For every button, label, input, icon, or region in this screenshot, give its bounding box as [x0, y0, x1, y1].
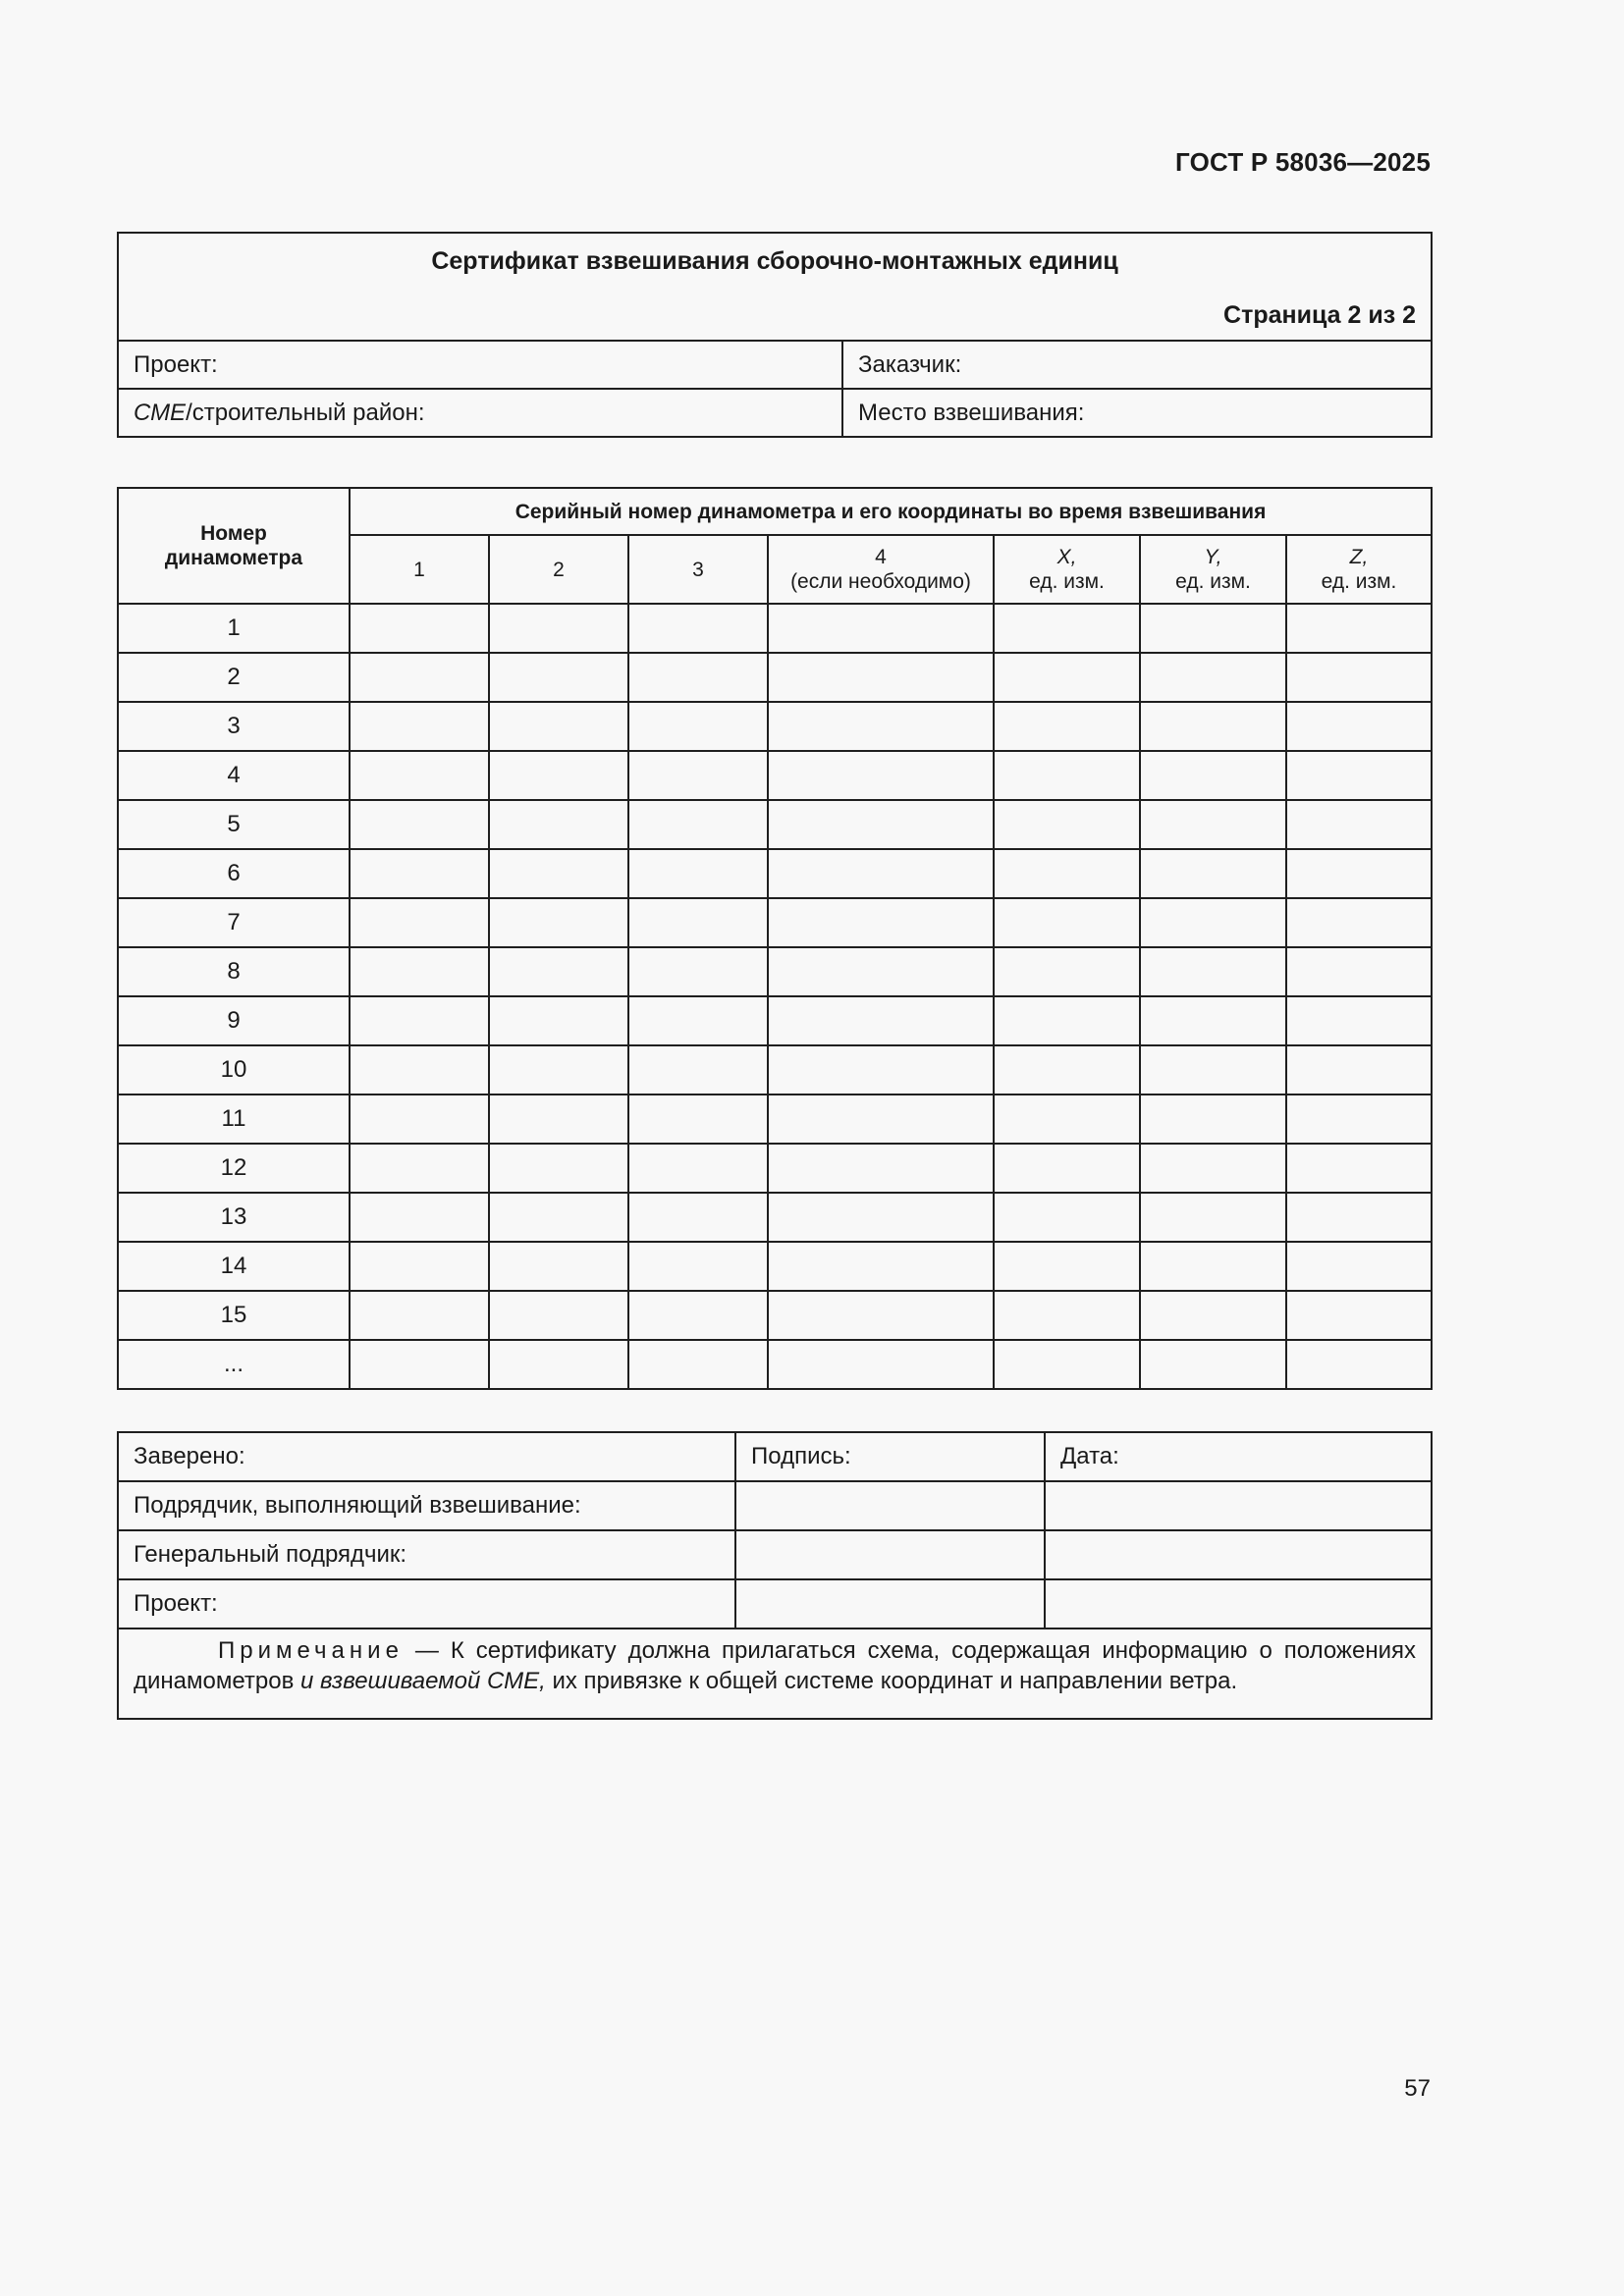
row-number: ...	[118, 1340, 350, 1389]
sub-header-line2: ед. изм.	[1029, 570, 1105, 593]
empty-cell	[628, 1340, 768, 1389]
empty-cell	[1286, 1340, 1432, 1389]
empty-cell	[489, 1144, 628, 1193]
empty-cell	[994, 1144, 1140, 1193]
empty-cell	[350, 898, 489, 947]
sub-header-col-3	[628, 535, 768, 604]
sub-header-line2: (если необходимо)	[790, 570, 971, 593]
sme-district-field	[118, 389, 842, 437]
empty-cell	[1286, 751, 1432, 800]
empty-cell	[489, 947, 628, 996]
empty-cell	[1286, 1291, 1432, 1340]
certificate-header-table	[117, 232, 1433, 438]
table-row	[118, 996, 1432, 1045]
sub-header-line1: X,	[1056, 546, 1077, 568]
table-row	[118, 849, 1432, 898]
empty-cell	[994, 947, 1140, 996]
empty-cell	[489, 800, 628, 849]
empty-cell	[1140, 1193, 1286, 1242]
note-cell	[118, 1629, 1432, 1719]
page-number: 57	[1404, 2075, 1431, 2102]
empty-cell	[994, 604, 1140, 653]
row-number: 2	[118, 653, 350, 702]
empty-cell	[768, 898, 994, 947]
empty-cell	[350, 702, 489, 751]
empty-cell	[489, 1291, 628, 1340]
empty-cell	[1286, 1144, 1432, 1193]
empty-cell	[489, 849, 628, 898]
empty-cell	[1286, 1242, 1432, 1291]
general-contractor-signature-cell	[735, 1530, 1045, 1579]
empty-cell	[768, 604, 994, 653]
general-contractor-date-cell	[1045, 1530, 1432, 1579]
empty-cell	[1140, 751, 1286, 800]
empty-cell	[350, 1095, 489, 1144]
note-text-italic: и взвешиваемой СМЕ,	[300, 1668, 546, 1694]
empty-cell	[994, 653, 1140, 702]
empty-cell	[628, 800, 768, 849]
empty-cell	[768, 947, 994, 996]
empty-cell	[1140, 1291, 1286, 1340]
empty-cell	[628, 604, 768, 653]
sub-header-line2: ед. изм.	[1175, 570, 1251, 593]
empty-cell	[350, 1291, 489, 1340]
empty-cell	[1140, 702, 1286, 751]
row-number: 10	[118, 1045, 350, 1095]
empty-cell	[628, 947, 768, 996]
signature-label: Подпись:	[735, 1432, 1045, 1481]
empty-cell	[350, 751, 489, 800]
row-number: 14	[118, 1242, 350, 1291]
empty-cell	[350, 1340, 489, 1389]
empty-cell	[489, 1193, 628, 1242]
sub-header-line2: ед. изм.	[1321, 570, 1397, 593]
project-field: Проект:	[118, 341, 842, 389]
empty-cell	[768, 653, 994, 702]
empty-cell	[768, 1144, 994, 1193]
sme-abbrev: СМЕ	[134, 399, 187, 426]
empty-cell	[768, 702, 994, 751]
page-indicator: Страница 2 из 2	[1223, 301, 1417, 329]
empty-cell	[350, 1193, 489, 1242]
row-number: 9	[118, 996, 350, 1045]
empty-cell	[1140, 1045, 1286, 1095]
row-number: 6	[118, 849, 350, 898]
note-prefix: Примечание	[218, 1637, 404, 1664]
contractor-signature-cell	[735, 1481, 1045, 1530]
table-row	[118, 898, 1432, 947]
empty-cell	[994, 1291, 1140, 1340]
empty-cell	[628, 702, 768, 751]
row-number: 15	[118, 1291, 350, 1340]
empty-cell	[628, 898, 768, 947]
empty-cell	[1140, 800, 1286, 849]
table-row	[118, 1291, 1432, 1340]
table-row	[118, 1242, 1432, 1291]
empty-cell	[768, 1045, 994, 1095]
empty-cell	[768, 1095, 994, 1144]
empty-cell	[489, 1095, 628, 1144]
contractor-label: Подрядчик, выполняющий взвешивание:	[118, 1481, 735, 1530]
date-label: Дата:	[1045, 1432, 1432, 1481]
table-row	[118, 1340, 1432, 1389]
empty-cell	[350, 1045, 489, 1095]
row-number: 13	[118, 1193, 350, 1242]
empty-cell	[628, 1045, 768, 1095]
table-row	[118, 1045, 1432, 1095]
empty-cell	[489, 604, 628, 653]
empty-cell	[1140, 653, 1286, 702]
empty-cell	[994, 996, 1140, 1045]
empty-cell	[489, 996, 628, 1045]
empty-cell	[350, 800, 489, 849]
empty-cell	[628, 1242, 768, 1291]
empty-cell	[628, 751, 768, 800]
empty-cell	[1286, 898, 1432, 947]
empty-cell	[994, 849, 1140, 898]
sub-header-col-2	[489, 535, 628, 604]
empty-cell	[768, 800, 994, 849]
empty-cell	[994, 1193, 1140, 1242]
empty-cell	[1286, 849, 1432, 898]
empty-cell	[994, 1340, 1140, 1389]
sub-header-line1: 1	[413, 558, 425, 581]
sub-header-col-7	[1286, 535, 1432, 604]
empty-cell	[768, 996, 994, 1045]
sub-header-line1: Z,	[1349, 546, 1369, 568]
empty-cell	[768, 1242, 994, 1291]
empty-cell	[489, 898, 628, 947]
empty-cell	[350, 1144, 489, 1193]
project-signature-label: Проект:	[118, 1579, 735, 1629]
empty-cell	[350, 849, 489, 898]
empty-cell	[1286, 702, 1432, 751]
empty-cell	[1286, 1193, 1432, 1242]
sub-header-line1: 4	[875, 546, 887, 568]
empty-cell	[1286, 947, 1432, 996]
empty-cell	[994, 800, 1140, 849]
empty-cell	[1140, 1095, 1286, 1144]
dynamometer-number-header: Номер динамометра	[118, 488, 350, 604]
sub-header-line1: 3	[692, 558, 704, 581]
empty-cell	[1140, 898, 1286, 947]
empty-cell	[350, 996, 489, 1045]
sme-district-label: /строительный район:	[186, 399, 425, 426]
row-number: 4	[118, 751, 350, 800]
empty-cell	[1286, 1045, 1432, 1095]
empty-cell	[489, 653, 628, 702]
empty-cell	[489, 1045, 628, 1095]
empty-cell	[768, 1193, 994, 1242]
row-number: 11	[118, 1095, 350, 1144]
sub-header-line1: Y,	[1204, 546, 1222, 568]
sub-header-col-5	[994, 535, 1140, 604]
empty-cell	[1286, 800, 1432, 849]
empty-cell	[1286, 653, 1432, 702]
row-number: 1	[118, 604, 350, 653]
empty-cell	[994, 898, 1140, 947]
certificate-title-cell	[118, 233, 1432, 341]
table-row	[118, 1144, 1432, 1193]
note-text-2: их привязке к общей системе координат и направлении ветра.	[545, 1668, 1238, 1694]
table-row	[118, 1095, 1432, 1144]
empty-cell	[1286, 604, 1432, 653]
empty-cell	[994, 1095, 1140, 1144]
row-number: 3	[118, 702, 350, 751]
table-row	[118, 947, 1432, 996]
empty-cell	[350, 604, 489, 653]
empty-cell	[1140, 1242, 1286, 1291]
empty-cell	[489, 1242, 628, 1291]
empty-cell	[489, 702, 628, 751]
empty-cell	[994, 702, 1140, 751]
dynamometer-table	[117, 487, 1433, 1390]
empty-cell	[350, 653, 489, 702]
empty-cell	[628, 1144, 768, 1193]
table-row	[118, 604, 1432, 653]
empty-cell	[768, 849, 994, 898]
empty-cell	[994, 751, 1140, 800]
empty-cell	[489, 751, 628, 800]
contractor-date-cell	[1045, 1481, 1432, 1530]
row-number: 5	[118, 800, 350, 849]
empty-cell	[628, 653, 768, 702]
empty-cell	[628, 1193, 768, 1242]
sub-header-col-6	[1140, 535, 1286, 604]
certified-label: Заверено:	[118, 1432, 735, 1481]
empty-cell	[994, 1242, 1140, 1291]
table-row	[118, 702, 1432, 751]
dynamometer-rows	[118, 604, 1432, 1389]
empty-cell	[768, 1291, 994, 1340]
customer-field: Заказчик:	[842, 341, 1432, 389]
note-text-1: — К сертификату должна прилагаться схема, содержащая информацию о положениях динамометров	[134, 1637, 1416, 1694]
empty-cell	[1286, 1095, 1432, 1144]
row-number: 7	[118, 898, 350, 947]
empty-cell	[768, 751, 994, 800]
table-row	[118, 751, 1432, 800]
table-row	[118, 800, 1432, 849]
table-row	[118, 653, 1432, 702]
row-number: 12	[118, 1144, 350, 1193]
project-date-cell	[1045, 1579, 1432, 1629]
project-signature-cell	[735, 1579, 1045, 1629]
empty-cell	[1140, 947, 1286, 996]
empty-cell	[994, 1045, 1140, 1095]
empty-cell	[1140, 1144, 1286, 1193]
sub-header-col-4	[768, 535, 994, 604]
empty-cell	[350, 1242, 489, 1291]
sub-header-col-1	[350, 535, 489, 604]
empty-cell	[489, 1340, 628, 1389]
empty-cell	[1140, 1340, 1286, 1389]
certificate-title: Сертификат взвешивания сборочно-монтажных единиц	[431, 247, 1118, 275]
signature-table	[117, 1431, 1433, 1720]
empty-cell	[350, 947, 489, 996]
serial-coordinates-header: Серийный номер динамометра и его координаты во время взвешивания	[350, 488, 1432, 535]
empty-cell	[1140, 604, 1286, 653]
table-row	[118, 1193, 1432, 1242]
general-contractor-label: Генеральный подрядчик:	[118, 1530, 735, 1579]
empty-cell	[628, 996, 768, 1045]
empty-cell	[1286, 996, 1432, 1045]
empty-cell	[628, 1095, 768, 1144]
empty-cell	[1140, 849, 1286, 898]
sub-header-line1: 2	[553, 558, 565, 581]
weighing-place-field: Место взвешивания:	[842, 389, 1432, 437]
empty-cell	[768, 1340, 994, 1389]
empty-cell	[1140, 996, 1286, 1045]
empty-cell	[628, 1291, 768, 1340]
row-number: 8	[118, 947, 350, 996]
document-code: ГОСТ Р 58036—2025	[1175, 147, 1431, 177]
empty-cell	[628, 849, 768, 898]
